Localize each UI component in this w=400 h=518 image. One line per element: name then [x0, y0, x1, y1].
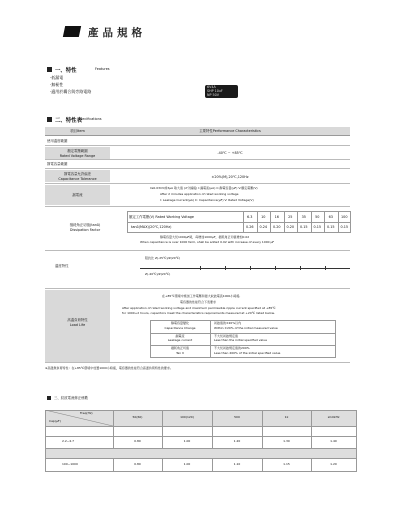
df-column-rule: [284, 211, 285, 233]
rated-voltage-label-en: Rated Voltage Range: [59, 153, 96, 158]
item-header: 項目Item: [70, 129, 85, 133]
ripple-value-cell: 1.15: [283, 462, 290, 467]
load-life-value: 不大於初始規定值: [214, 333, 239, 338]
df-voltage-cell: 50: [315, 215, 320, 219]
ripple-freq-cell: 50(60): [132, 415, 143, 419]
df-row1-label: 額定工作電壓(V) Rated Working Voltage: [129, 215, 195, 219]
df-tan-cell: 0.20: [272, 225, 281, 229]
leakage-line: I≤0.03CV或3μA 取大值 (2分鐘後) I:漏電流(μA) C:靜電容量(μF) V:額定電壓(V): [150, 186, 258, 190]
divider: [45, 159, 350, 160]
load-life-table-rule: [210, 320, 211, 358]
df-column-rule: [270, 211, 271, 233]
leakage-line: After 2 minutes application of rated working voltage: [160, 192, 239, 196]
load-life-intro: After application of rated working voltage and maximum permissible ripple current specified at +85℃: [122, 306, 276, 310]
op-temp-label: 使用溫度範圍: [47, 139, 68, 143]
brand-logo: [63, 26, 81, 37]
load-life-item-en: Capacitance Change: [164, 325, 196, 330]
section2-title: 二、特性表: [55, 117, 82, 124]
feature-item: ‧低漏電: [50, 75, 64, 80]
tolerance-value: ±20%(M),20℃,120Hz: [211, 175, 249, 179]
ripple-cap-cell: 100~1000: [62, 462, 78, 467]
df-table-rule: [127, 222, 351, 223]
df-column-rule: [311, 211, 312, 233]
load-life-value-en: Less than the initial specified value: [214, 338, 267, 342]
load-life-value: 初始值的±20%以內: [214, 321, 242, 325]
df-tan-cell: 0.15: [340, 225, 349, 229]
ripple-freq-cell: 1k: [284, 415, 289, 419]
low-temp-tick: [200, 266, 201, 270]
ripple-value-cell: 1.20: [233, 439, 241, 444]
df-tan-cell: 0.15: [326, 225, 335, 229]
page-title: 產品規格: [88, 27, 146, 39]
capacitor-marking: SHP 10uF: [207, 89, 223, 93]
tolerance-label: 靜電容量允許偏差: [63, 172, 92, 176]
low-temp-label: 溫度特性: [55, 264, 69, 268]
ripple-row-rule: [45, 458, 357, 459]
df-tan-cell: 0.15: [313, 225, 322, 229]
ripple-row-rule: [45, 448, 357, 449]
df-voltage-cell: 63: [328, 215, 333, 219]
ripple-value-cell: 1.10: [233, 462, 241, 467]
cap-range-label: 靜電容量範圍: [47, 162, 68, 166]
load-life-value-en: Less than 200% of the initial specified value: [214, 350, 281, 355]
divider: [45, 206, 350, 207]
df-voltage-cell: 6.3: [247, 215, 253, 219]
low-temp-tick: [250, 266, 251, 270]
load-life-item: 漏電流: [175, 333, 185, 338]
tolerance-label-en: Capacitance Tolerance: [58, 176, 97, 181]
divider: [45, 183, 350, 184]
ripple-freq-cell: 500: [234, 415, 240, 419]
df-column-rule: [243, 211, 244, 233]
ripple-cap-header: Cap(μF): [49, 419, 61, 423]
divider: [45, 362, 350, 363]
df-tan-cell: 0.20: [286, 225, 295, 229]
df-voltage-cell: 16: [274, 215, 279, 219]
ripple-value-cell: 1.40: [330, 439, 337, 444]
load-life-value: 不大於初始規定值的200%: [214, 346, 250, 350]
df-voltage-cell: 35: [301, 215, 306, 219]
load-life-item: 靜電容量變化: [170, 321, 189, 325]
df-column-rule: [338, 211, 339, 233]
ripple-row-rule: [45, 426, 357, 427]
leakage-line: I: Leakage Current(μA) C: Capacitance(μF) V: Rated Voltage(V): [160, 198, 254, 202]
section-marker: [47, 117, 52, 122]
load-life-item: 損耗角正切值: [170, 346, 189, 350]
df-voltage-cell: 10: [261, 215, 266, 219]
leakage-label: 漏電流: [72, 193, 83, 197]
df-label: 損耗角正切值(tanδ): [69, 223, 101, 227]
df-tan-cell: 0.26: [245, 225, 254, 229]
df-note: 靜電容量大於1000μF時，每增加1000μF，損耗角正切值增加0.02: [160, 235, 250, 239]
low-temp-tick: [300, 266, 301, 270]
load-life-intro: for 1000+2 hours, capacitors meet the characteristics requirements measured at +20℃ listed below.: [122, 311, 275, 315]
low-temp-tick: [225, 266, 226, 270]
ripple-freq-cell: 100(120): [180, 415, 194, 419]
low-temp-rule: [140, 268, 350, 269]
capacitor-marking: NP 50V: [207, 93, 219, 97]
low-temp-row: Z(-40℃)/Z(20℃): [145, 272, 171, 276]
capacitor-marking: 6V4A: [207, 85, 216, 89]
ripple-corner: [45, 410, 113, 426]
divider: [45, 135, 350, 136]
df-column-rule: [297, 211, 298, 233]
load-life-intro: 電容器的性能符合下表要求: [180, 300, 217, 304]
df-voltage-cell: 100: [341, 215, 348, 219]
df-column-rule: [257, 211, 258, 233]
section-marker: [47, 67, 52, 72]
load-life-value-en: Within ±20% of the initial measured value: [214, 325, 278, 330]
ripple-row-shade: [46, 448, 357, 458]
low-temp-row: 阻抗比 Z(-25℃)/Z(20℃): [145, 256, 181, 260]
section-marker: [47, 396, 51, 400]
df-tan-cell: 0.15: [299, 225, 308, 229]
feature-item: ‧無極性: [50, 82, 64, 87]
load-life-label: 高溫負荷特性: [67, 318, 88, 322]
load-life-label-en: Load Life: [69, 323, 86, 327]
divider: [45, 145, 350, 146]
ripple-value-cell: 0.80: [134, 462, 141, 467]
ripple-row-rule: [45, 436, 357, 437]
low-temp-tick: [275, 266, 276, 270]
ripple-value-cell: 1.00: [183, 439, 191, 444]
feature-item: ‧適用於耦合與旁路電路: [50, 89, 92, 94]
ripple-value-cell: 1.30: [283, 439, 290, 444]
df-note: When capacitance is over 1000 farm, shall be added 0.02 with increase of every 1000 μF: [140, 240, 275, 244]
divider: [45, 288, 350, 289]
df-voltage-cell: 25: [288, 215, 293, 219]
ripple-value-cell: 1.20: [330, 462, 337, 467]
section1-subtitle: Features: [95, 67, 110, 71]
ripple-freq-cell: ≥10kHz: [327, 415, 340, 419]
ripple-cap-cell: 2.2~4.7: [62, 439, 75, 444]
rated-voltage-value: -40℃ ~ +85℃: [217, 151, 243, 155]
shelf-life-note: ※高溫無負荷特性：在+85℃環境中放置1000小時後，電容器的性能符合高溫負荷特性的要求。: [45, 366, 173, 370]
capacitor-photo: [205, 85, 238, 98]
low-temp-tick: [325, 266, 326, 270]
section3-title: 三、紋波電流修正係數: [54, 396, 88, 400]
load-life-item-en: Tan δ: [176, 350, 184, 355]
section1-title: 一、特性: [55, 67, 77, 74]
divider: [45, 168, 350, 169]
df-row2-label: tanδ(MAX)(20℃,120Hz): [131, 225, 172, 229]
load-life-item-en: Leakage current: [167, 338, 193, 342]
df-column-rule: [324, 211, 325, 233]
char-header: 主要特性Performance Characteristics: [199, 129, 261, 133]
ripple-value-cell: 0.80: [134, 439, 141, 444]
divider: [45, 250, 350, 251]
ripple-freq-header: Freq(Hz): [80, 411, 93, 415]
df-tan-cell: 0.24: [259, 225, 268, 229]
rated-voltage-label: 額定電壓範圍: [67, 149, 88, 153]
section2-subtitle: Specifications: [78, 117, 102, 121]
load-life-intro: 在+85℃環境中施加工作電壓和最大紋波電流1000小時後,: [162, 294, 241, 298]
ripple-value-cell: 1.00: [183, 462, 191, 467]
load-life-table-rule: [150, 333, 336, 334]
df-label-en: Dissipation Factor: [69, 228, 101, 232]
